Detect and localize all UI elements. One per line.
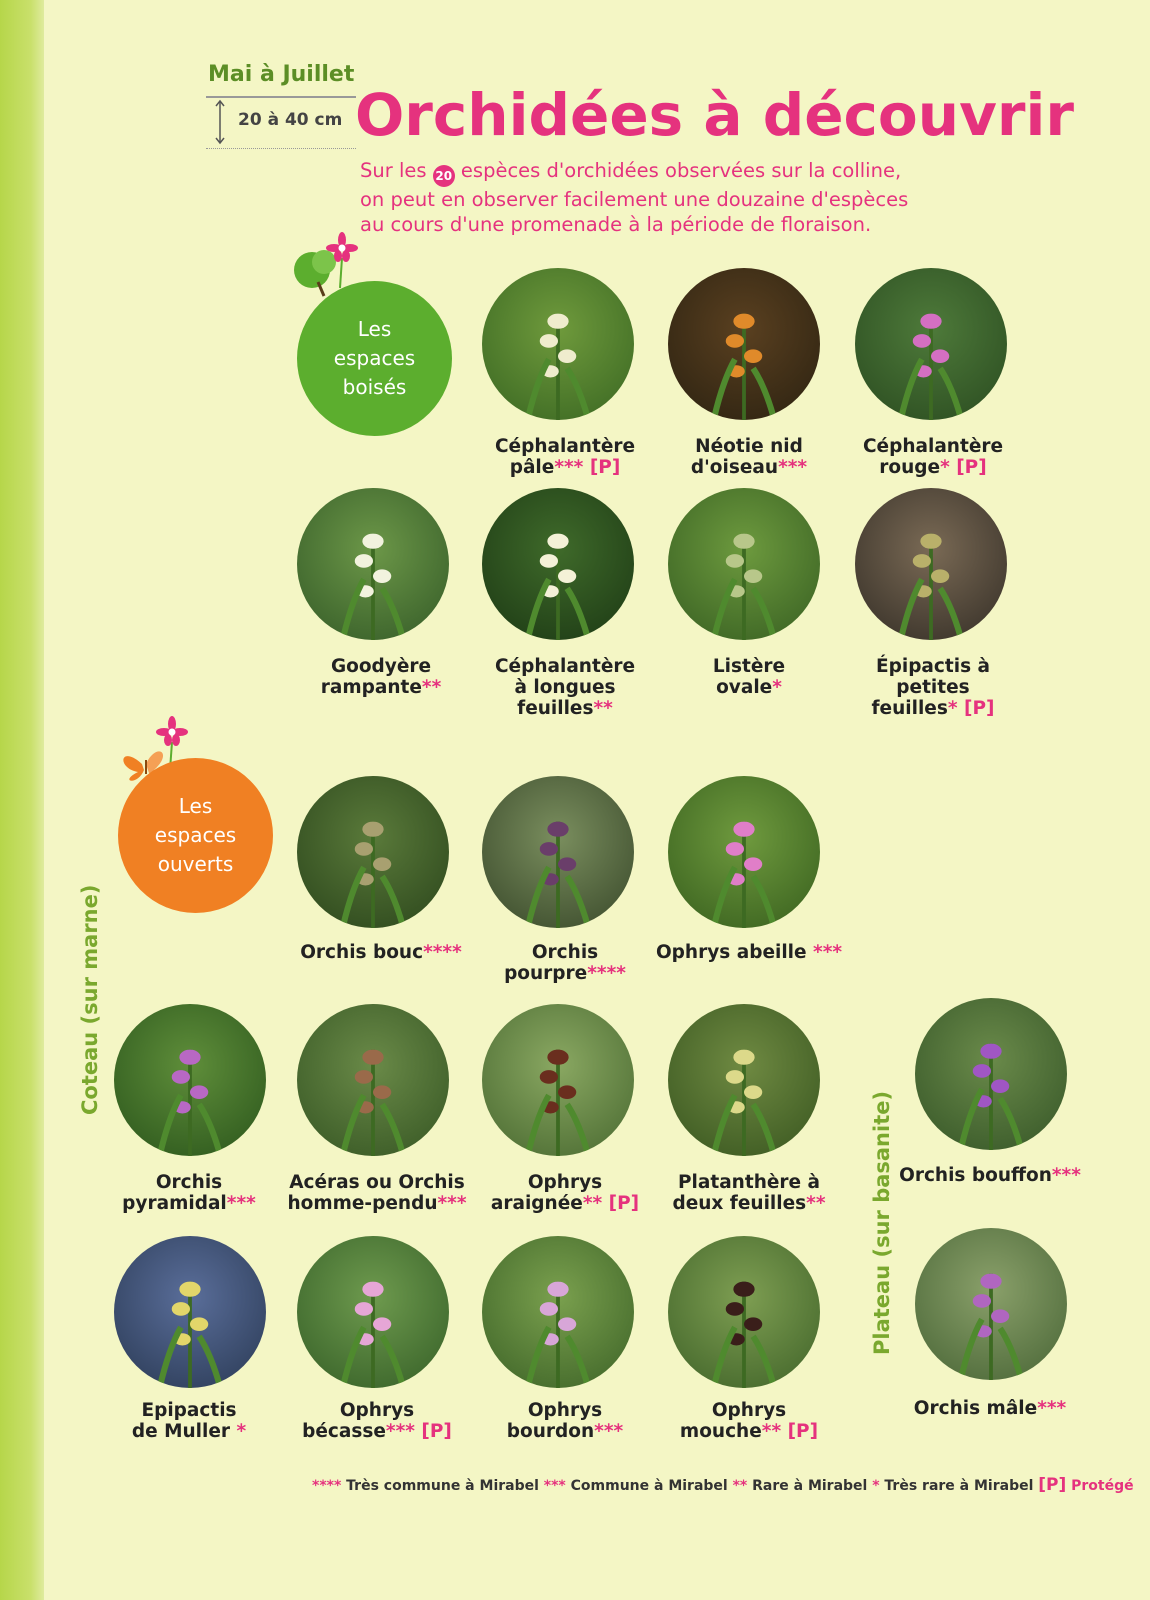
orchid-photo [114, 1004, 266, 1156]
rarity-stars: *** [778, 457, 808, 478]
protected-badge: [P] [421, 1421, 452, 1442]
orchid-name [470, 1172, 660, 1214]
orchid-name-line: Orchis pourpre [504, 942, 599, 984]
legend-mark: * [872, 1478, 880, 1494]
orchid-name-line: rouge [879, 457, 941, 478]
woods-line-2: espaces [333, 346, 416, 370]
protected-badge: [P] [589, 457, 621, 478]
orchid-photo [855, 268, 1007, 420]
orchid-name-line: feuilles [517, 698, 594, 719]
orchid-name [654, 656, 844, 698]
orchid-photo [482, 268, 634, 420]
rarity-stars: **** [423, 942, 462, 963]
orchid-name-line: Epipactis [141, 1400, 237, 1421]
orchid-name-line: Orchis bouc [300, 942, 424, 963]
orchid-name-line: Céphalantère [862, 436, 1004, 457]
orchid-name [282, 1172, 472, 1214]
rarity-stars: *** [594, 1421, 624, 1442]
rarity-stars: * [772, 677, 782, 698]
orchid-photo [297, 776, 449, 928]
legend-label: Rare à Mirabel [747, 1478, 873, 1494]
height-value: 20 à 40 cm [238, 110, 343, 130]
orchid-name-line: d'oiseau [690, 457, 779, 478]
orchid-name-line: Céphalantère [494, 656, 636, 677]
orchid-photo [668, 776, 820, 928]
orchid-name-line: Listère [712, 656, 786, 677]
orchid-name-line: Goodyère [330, 656, 432, 677]
orchid-photo [668, 268, 820, 420]
protected-badge: [P] [956, 457, 987, 478]
legend-mark: [P] [1038, 1475, 1067, 1495]
intro-part1: Sur les [360, 159, 433, 182]
orchid-name-line: ovale [716, 677, 773, 698]
orchid-name-line: Platanthère à [677, 1172, 821, 1193]
orchid-name-line: feuilles [871, 698, 948, 719]
orchid-name [286, 942, 476, 963]
rarity-stars: * [947, 698, 958, 719]
orchid-name [654, 436, 844, 478]
orchid-name-line: deux feuilles [672, 1193, 807, 1214]
intro-line2: on peut en observer facilement une douzaine d'espèces [360, 188, 909, 211]
page-title: Orchidées à découvrir [355, 81, 1074, 149]
orchid-photo [915, 1228, 1067, 1380]
woods-line-3: boisés [342, 375, 407, 399]
orchid-name-line: rampante [320, 677, 422, 698]
rarity-stars: * [236, 1421, 247, 1442]
orchid-name-line: Orchis pyramidal [122, 1172, 227, 1214]
orchid-photo [855, 488, 1007, 640]
orchid-name-line: Orchis bouffon [899, 1165, 1052, 1186]
orchid-name [282, 1400, 472, 1442]
legend-label: Commune à Mirabel [565, 1478, 733, 1494]
orchid-name [654, 942, 844, 963]
orchid-name-line: Acéras ou Orchis [289, 1172, 465, 1193]
legend-mark: ** [732, 1478, 748, 1494]
legend-mark: **** [312, 1478, 342, 1494]
woods-line-1: Les [357, 317, 392, 341]
rarity-stars: ** [806, 1193, 826, 1214]
orchid-photo [668, 1236, 820, 1388]
orchid-name-line: mouche [679, 1421, 762, 1442]
orchid-name [838, 436, 1028, 478]
orchid-name-line: Ophrys [527, 1172, 603, 1193]
orchid-name [470, 942, 660, 984]
orchid-name [895, 1398, 1085, 1419]
orchid-photo [482, 1236, 634, 1388]
orchid-name-line: bécasse [302, 1421, 386, 1442]
intro-text [360, 158, 1060, 237]
orchid-name-line: Ophrys [527, 1400, 603, 1421]
orchid-name [895, 1165, 1085, 1186]
orchid-name [654, 1400, 844, 1442]
protected-badge: [P] [608, 1193, 640, 1214]
orchid-name [286, 656, 476, 698]
rarity-stars: **** [587, 963, 626, 984]
rarity-legend [312, 1475, 1134, 1495]
orchid-name [470, 1400, 660, 1442]
orchid-name-line: Ophrys [339, 1400, 415, 1421]
orchid-name-line: de Muller [131, 1421, 237, 1442]
height-arrow-icon [214, 98, 226, 146]
rarity-stars: * [940, 457, 950, 478]
plant-height [206, 96, 356, 149]
orchid-photo [297, 1004, 449, 1156]
orchid-name [94, 1172, 284, 1214]
open-line-1: Les [178, 794, 213, 818]
open-line-3: ouverts [157, 852, 234, 876]
left-color-band [0, 0, 44, 1600]
orchid-name [470, 436, 660, 478]
protected-badge: [P] [964, 698, 995, 719]
orchid-photo [482, 1004, 634, 1156]
rarity-stars: *** [437, 1193, 467, 1214]
orchid-photo [297, 488, 449, 640]
orchid-name [94, 1400, 284, 1442]
rarity-stars: *** [1037, 1398, 1067, 1419]
orchid-name-line: à longues [514, 677, 616, 698]
flowering-season: Mai à Juillet [208, 62, 355, 87]
orchid-photo [114, 1236, 266, 1388]
coteau-label: Coteau (sur marne) [78, 884, 102, 1115]
intro-part2: espèces d'orchidées observées sur la colline, [454, 159, 902, 182]
rarity-stars: ** [421, 677, 442, 698]
orchid-name-line: pâle [509, 457, 555, 478]
orchid-name-line: araignée [490, 1193, 583, 1214]
open-line-2: espaces [154, 823, 237, 847]
orchid-name-line: Ophrys abeille [655, 942, 814, 963]
rarity-stars: ** [593, 698, 613, 719]
legend-mark: *** [543, 1478, 566, 1494]
orchid-name-line: bourdon [506, 1421, 595, 1442]
orchid-name-line: Ophrys [711, 1400, 787, 1421]
orchid-name [838, 656, 1028, 719]
rarity-stars: *** [554, 457, 584, 478]
orchid-photo [915, 998, 1067, 1150]
legend-label: Protégé [1066, 1478, 1134, 1494]
intro-line3: au cours d'une promenade à la période de floraison. [360, 213, 872, 236]
open-section-badge [118, 758, 273, 913]
orchid-photo [668, 488, 820, 640]
orchid-photo [297, 1236, 449, 1388]
orchid-name [470, 656, 660, 719]
plateau-label: Plateau (sur basanite) [870, 1090, 894, 1355]
rarity-stars: *** [1051, 1165, 1081, 1186]
orchid-name-line: Orchis mâle [913, 1398, 1038, 1419]
rarity-stars: ** [761, 1421, 782, 1442]
rarity-stars: *** [226, 1193, 256, 1214]
orchid-photo [668, 1004, 820, 1156]
orchid-name [654, 1172, 844, 1214]
species-count-badge: 20 [433, 165, 455, 187]
legend-label: Très rare à Mirabel [879, 1478, 1039, 1494]
orchid-name-line: Néotie nid [695, 436, 803, 457]
orchid-name-line: Céphalantère [494, 436, 636, 457]
rarity-stars: *** [813, 942, 843, 963]
woods-section-badge [297, 281, 452, 436]
orchid-photo [482, 488, 634, 640]
orchid-name-line: Épipactis à petites [875, 656, 991, 698]
legend-label: Très commune à Mirabel [341, 1478, 544, 1494]
rarity-stars: ** [582, 1193, 603, 1214]
orchid-name-line: homme-pendu [287, 1193, 438, 1214]
orchid-photo [482, 776, 634, 928]
rarity-stars: *** [385, 1421, 415, 1442]
protected-badge: [P] [787, 1421, 819, 1442]
